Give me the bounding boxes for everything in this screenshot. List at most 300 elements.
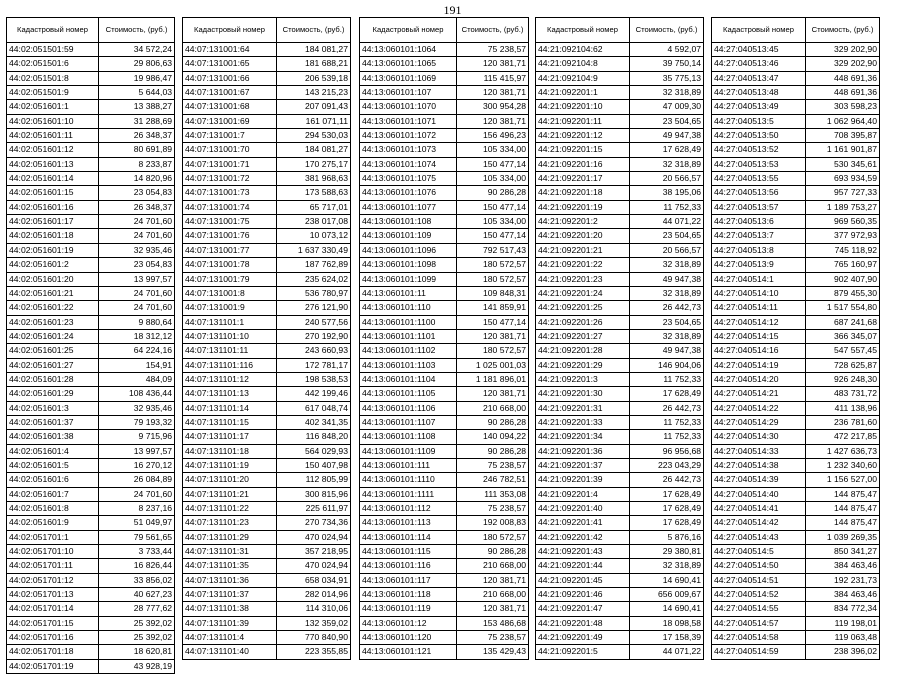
cost-cell: 119 063,48: [806, 631, 880, 645]
cost-cell: 143 215,23: [277, 86, 351, 100]
table-row: [360, 444, 529, 458]
table-row: [7, 645, 175, 659]
table-row: [7, 100, 175, 114]
table-row: [360, 372, 529, 386]
cost-cell: 1 161 901,87: [806, 143, 880, 157]
cost-cell: 13 997,57: [99, 272, 175, 286]
cost-cell: 530 345,61: [806, 157, 880, 171]
table-row: [712, 631, 880, 645]
table-row: [360, 243, 529, 257]
cadastral-number-cell: 44:02:051601:11: [7, 129, 99, 143]
cost-cell: 8 233,87: [99, 157, 175, 171]
table-row: [712, 286, 880, 300]
cost-cell: 207 091,43: [277, 100, 351, 114]
table-row: [7, 616, 175, 630]
cadastral-number-cell: 44:21:092201:44: [536, 559, 630, 573]
table-row: [360, 415, 529, 429]
cost-cell: 31 288,69: [99, 114, 175, 128]
cost-cell: 656 009,67: [630, 588, 704, 602]
cadastral-number-cell: 44:07:131101:29: [183, 530, 277, 544]
table-row: [360, 286, 529, 300]
cost-cell: 926 248,30: [806, 372, 880, 386]
cost-cell: 1 189 753,27: [806, 200, 880, 214]
cost-cell: 33 856,02: [99, 573, 175, 587]
cost-cell: 17 628,49: [630, 487, 704, 501]
cadastral-number-cell: 44:07:131101:12: [183, 372, 277, 386]
cost-cell: 206 539,18: [277, 71, 351, 85]
cost-cell: 384 463,46: [806, 588, 880, 602]
table-row: [360, 157, 529, 171]
cadastral-number-cell: 44:02:051701:13: [7, 588, 99, 602]
cost-cell: 39 750,14: [630, 57, 704, 71]
header-cost: Стоимость, (руб.): [277, 18, 351, 43]
table-row: [536, 243, 704, 257]
cadastral-number-cell: 44:02:051701:14: [7, 602, 99, 616]
cost-cell: 236 781,60: [806, 415, 880, 429]
cost-cell: 377 972,93: [806, 229, 880, 243]
header-cost: Стоимость, (руб.): [806, 18, 880, 43]
table-row: [183, 200, 351, 214]
cost-cell: 16 270,12: [99, 458, 175, 472]
table-row: [183, 57, 351, 71]
table-row: [712, 114, 880, 128]
cadastral-number-cell: 44:13:060101:1102: [360, 344, 457, 358]
table-row: [712, 186, 880, 200]
cadastral-number-cell: 44:21:092104:8: [536, 57, 630, 71]
cost-cell: 210 668,00: [457, 559, 529, 573]
cost-cell: 105 334,00: [457, 143, 529, 157]
table-row: [712, 645, 880, 659]
table-row: [712, 200, 880, 214]
table-row: [7, 588, 175, 602]
cadastral-number-cell: 44:27:040514:52: [712, 588, 806, 602]
table-row: [183, 329, 351, 343]
cost-cell: 11 752,33: [630, 372, 704, 386]
table-row: [536, 301, 704, 315]
table-row: [7, 545, 175, 559]
table-row: [183, 588, 351, 602]
cost-cell: 173 588,63: [277, 186, 351, 200]
cost-cell: 23 504,65: [630, 315, 704, 329]
table-row: [536, 172, 704, 186]
cost-cell: 26 442,73: [630, 301, 704, 315]
cost-cell: 1 181 896,01: [457, 372, 529, 386]
cadastral-number-cell: 44:27:040513:55: [712, 172, 806, 186]
cost-cell: 32 318,89: [630, 286, 704, 300]
cost-cell: 120 381,71: [457, 114, 529, 128]
cost-cell: 79 561,65: [99, 530, 175, 544]
table-row: [183, 344, 351, 358]
cadastral-number-cell: 44:27:040514:41: [712, 502, 806, 516]
cadastral-number-cell: 44:21:092201:2: [536, 215, 630, 229]
cost-cell: 1 156 527,00: [806, 473, 880, 487]
table-row: [183, 616, 351, 630]
cost-cell: 235 624,02: [277, 272, 351, 286]
cost-cell: 19 986,47: [99, 71, 175, 85]
cadastral-number-cell: 44:07:131001:79: [183, 272, 277, 286]
table-row: [536, 344, 704, 358]
cadastral-number-cell: 44:02:051601:3: [7, 401, 99, 415]
cadastral-number-cell: 44:02:051601:7: [7, 487, 99, 501]
table-row: [7, 444, 175, 458]
table-row: [183, 573, 351, 587]
cadastral-number-cell: 44:13:060101:107: [360, 86, 457, 100]
cadastral-number-cell: 44:07:131001:67: [183, 86, 277, 100]
table-row: [360, 129, 529, 143]
cadastral-number-cell: 44:21:092201:22: [536, 258, 630, 272]
cadastral-number-cell: 44:07:131101:21: [183, 487, 277, 501]
cadastral-number-cell: 44:21:092201:40: [536, 502, 630, 516]
table-row: [712, 172, 880, 186]
cost-cell: 120 381,71: [457, 329, 529, 343]
table-row: [7, 301, 175, 315]
table-row: [360, 401, 529, 415]
cadastral-number-cell: 44:21:092201:5: [536, 645, 630, 659]
cadastral-number-cell: 44:27:040513:47: [712, 71, 806, 85]
cost-cell: 23 504,65: [630, 229, 704, 243]
cadastral-number-cell: 44:27:040513:56: [712, 186, 806, 200]
table-row: [7, 114, 175, 128]
table-row: [7, 272, 175, 286]
cadastral-number-cell: 44:02:051601:10: [7, 114, 99, 128]
cadastral-number-cell: 44:13:060101:1105: [360, 387, 457, 401]
cadastral-table: [6, 17, 175, 674]
cadastral-number-cell: 44:21:092201:39: [536, 473, 630, 487]
table-row: [183, 286, 351, 300]
cadastral-number-cell: 44:21:092201:33: [536, 415, 630, 429]
table-row: [360, 272, 529, 286]
cadastral-number-cell: 44:02:051601:21: [7, 286, 99, 300]
cost-cell: 381 968,63: [277, 172, 351, 186]
cadastral-number-cell: 44:13:060101:1065: [360, 57, 457, 71]
cost-cell: 18 098,58: [630, 616, 704, 630]
cadastral-number-cell: 44:21:092201:36: [536, 444, 630, 458]
cadastral-number-cell: 44:21:092201:46: [536, 588, 630, 602]
cost-cell: 181 688,21: [277, 57, 351, 71]
cost-cell: 240 577,56: [277, 315, 351, 329]
cadastral-number-cell: 44:27:040513:49: [712, 100, 806, 114]
cadastral-number-cell: 44:13:060101:120: [360, 631, 457, 645]
table-row: [360, 200, 529, 214]
cadastral-number-cell: 44:13:060101:115: [360, 545, 457, 559]
cost-cell: 270 734,36: [277, 516, 351, 530]
cadastral-number-cell: 44:13:060101:1069: [360, 71, 457, 85]
cadastral-number-cell: 44:27:040513:53: [712, 157, 806, 171]
table-row: [183, 502, 351, 516]
table-row: [712, 559, 880, 573]
table-row: [536, 401, 704, 415]
table-row: [536, 286, 704, 300]
cadastral-number-cell: 44:21:092201:30: [536, 387, 630, 401]
cadastral-number-cell: 44:02:051601:23: [7, 315, 99, 329]
cadastral-number-cell: 44:07:131001:66: [183, 71, 277, 85]
cadastral-number-cell: 44:21:092104:9: [536, 71, 630, 85]
cost-cell: 132 359,02: [277, 616, 351, 630]
cost-cell: 105 334,00: [457, 172, 529, 186]
table-row: [7, 573, 175, 587]
table-row: [712, 430, 880, 444]
table-row: [360, 329, 529, 343]
header-cadastral-number: Кадастровый номер: [7, 18, 99, 43]
table-row: [536, 516, 704, 530]
cadastral-number-cell: 44:02:051501:9: [7, 86, 99, 100]
cadastral-number-cell: 44:27:040513:50: [712, 129, 806, 143]
cost-cell: 708 395,87: [806, 129, 880, 143]
table-row: [536, 86, 704, 100]
cost-cell: 238 017,08: [277, 215, 351, 229]
table-row: [7, 372, 175, 386]
cadastral-number-cell: 44:02:051601:16: [7, 200, 99, 214]
cadastral-number-cell: 44:27:040514:51: [712, 573, 806, 587]
cadastral-number-cell: 44:13:060101:1100: [360, 315, 457, 329]
table-row: [712, 473, 880, 487]
table-row: [712, 487, 880, 501]
table-row: [183, 186, 351, 200]
cadastral-number-cell: 44:13:060101:117: [360, 573, 457, 587]
cost-cell: 17 628,49: [630, 387, 704, 401]
cost-cell: 29 380,81: [630, 545, 704, 559]
cost-cell: 329 202,90: [806, 43, 880, 57]
cadastral-number-cell: 44:27:040513:45: [712, 43, 806, 57]
cost-cell: 75 238,57: [457, 458, 529, 472]
table-row: [536, 200, 704, 214]
header-cost: Стоимость, (руб.): [630, 18, 704, 43]
cost-cell: 79 193,32: [99, 415, 175, 429]
table-row: [7, 229, 175, 243]
cadastral-number-cell: 44:07:131101:19: [183, 458, 277, 472]
cadastral-number-cell: 44:27:040514:42: [712, 516, 806, 530]
table-row: [183, 645, 351, 659]
cost-cell: 1 039 269,35: [806, 530, 880, 544]
cost-cell: 879 455,30: [806, 286, 880, 300]
cost-cell: 834 772,34: [806, 602, 880, 616]
cost-cell: 693 934,59: [806, 172, 880, 186]
cadastral-number-cell: 44:21:092201:31: [536, 401, 630, 415]
cost-cell: 25 392,02: [99, 631, 175, 645]
cadastral-number-cell: 44:13:060101:1110: [360, 473, 457, 487]
cadastral-number-cell: 44:27:040514:55: [712, 602, 806, 616]
table-row: [536, 358, 704, 372]
table-row: [183, 71, 351, 85]
cadastral-number-cell: 44:02:051601:14: [7, 172, 99, 186]
table-row: [360, 387, 529, 401]
cadastral-number-cell: 44:02:051501:59: [7, 43, 99, 57]
table-row: [360, 616, 529, 630]
table-row: [7, 344, 175, 358]
cadastral-number-cell: 44:13:060101:1070: [360, 100, 457, 114]
cost-cell: 112 805,99: [277, 473, 351, 487]
cost-cell: 120 381,71: [457, 57, 529, 71]
cost-cell: 109 848,31: [457, 286, 529, 300]
table-row: [7, 487, 175, 501]
table-row: [536, 502, 704, 516]
table-row: [712, 545, 880, 559]
table-row: [712, 502, 880, 516]
cost-cell: 11 752,33: [630, 200, 704, 214]
cadastral-number-cell: 44:13:060101:1109: [360, 444, 457, 458]
table-row: [183, 258, 351, 272]
cost-cell: 75 238,57: [457, 43, 529, 57]
header-cadastral-number: Кадастровый номер: [712, 18, 806, 43]
table-row: [7, 157, 175, 171]
cost-cell: 3 733,44: [99, 545, 175, 559]
cadastral-number-cell: 44:13:060101:109: [360, 229, 457, 243]
table-row: [536, 315, 704, 329]
table-row: [360, 602, 529, 616]
table-row: [712, 100, 880, 114]
cadastral-number-cell: 44:07:131001:9: [183, 301, 277, 315]
cadastral-number-cell: 44:02:051701:18: [7, 645, 99, 659]
table-row: [360, 573, 529, 587]
table-row: [360, 530, 529, 544]
table-row: [183, 272, 351, 286]
cadastral-number-cell: 44:13:060101:119: [360, 602, 457, 616]
cadastral-number-cell: 44:02:051501:8: [7, 71, 99, 85]
cost-cell: 187 762,89: [277, 258, 351, 272]
cadastral-number-cell: 44:21:092201:49: [536, 631, 630, 645]
cadastral-number-cell: 44:02:051601:13: [7, 157, 99, 171]
cadastral-number-cell: 44:13:060101:1076: [360, 186, 457, 200]
cost-cell: 17 628,49: [630, 502, 704, 516]
cost-cell: 180 572,57: [457, 272, 529, 286]
table-row: [712, 157, 880, 171]
cadastral-table: [535, 17, 704, 660]
table-row: [7, 530, 175, 544]
cost-cell: 80 691,89: [99, 143, 175, 157]
cadastral-number-cell: 44:07:131101:116: [183, 358, 277, 372]
table-row: [7, 387, 175, 401]
table-row: [7, 631, 175, 645]
cost-cell: 20 566,57: [630, 172, 704, 186]
cadastral-number-cell: 44:07:131001:7: [183, 129, 277, 143]
table-row: [183, 215, 351, 229]
cadastral-number-cell: 44:13:060101:108: [360, 215, 457, 229]
table-row: [360, 143, 529, 157]
cadastral-number-cell: 44:07:131001:72: [183, 172, 277, 186]
cadastral-number-cell: 44:27:040513:8: [712, 243, 806, 257]
cost-cell: 180 572,57: [457, 258, 529, 272]
cadastral-number-cell: 44:07:131001:8: [183, 286, 277, 300]
table-row: [536, 631, 704, 645]
cadastral-table: [359, 17, 529, 660]
cadastral-number-cell: 44:27:040514:21: [712, 387, 806, 401]
cost-cell: 65 717,01: [277, 200, 351, 214]
cost-cell: 18 620,81: [99, 645, 175, 659]
cost-cell: 144 875,47: [806, 516, 880, 530]
header-cost: Стоимость, (руб.): [99, 18, 175, 43]
cost-cell: 120 381,71: [457, 602, 529, 616]
table-row: [712, 516, 880, 530]
cost-cell: 16 826,44: [99, 559, 175, 573]
cost-cell: 29 806,63: [99, 57, 175, 71]
cost-cell: 90 286,28: [457, 444, 529, 458]
cost-cell: 18 312,12: [99, 329, 175, 343]
cadastral-number-cell: 44:07:131001:69: [183, 114, 277, 128]
cost-cell: 135 429,43: [457, 645, 529, 659]
cadastral-number-cell: 44:27:040514:15: [712, 329, 806, 343]
table-row: [183, 602, 351, 616]
cadastral-number-cell: 44:02:051601:9: [7, 516, 99, 530]
table-row: [712, 344, 880, 358]
cadastral-number-cell: 44:02:051601:27: [7, 358, 99, 372]
cadastral-number-cell: 44:21:092201:4: [536, 487, 630, 501]
table-row: [183, 372, 351, 386]
cost-cell: 24 701,60: [99, 229, 175, 243]
cost-cell: 329 202,90: [806, 57, 880, 71]
cadastral-number-cell: 44:27:040514:22: [712, 401, 806, 415]
table-row: [7, 243, 175, 257]
cadastral-number-cell: 44:07:131101:39: [183, 616, 277, 630]
cadastral-number-cell: 44:21:092201:12: [536, 129, 630, 143]
table-row: [183, 301, 351, 315]
cadastral-number-cell: 44:07:131001:68: [183, 100, 277, 114]
table-row: [712, 43, 880, 57]
cost-cell: 300 954,28: [457, 100, 529, 114]
cost-cell: 14 690,41: [630, 573, 704, 587]
table-row: [536, 487, 704, 501]
cost-cell: 13 388,27: [99, 100, 175, 114]
cost-cell: 536 780,97: [277, 286, 351, 300]
table-row: [183, 315, 351, 329]
cost-cell: 957 727,33: [806, 186, 880, 200]
table-header: [712, 18, 880, 43]
cost-cell: 1 517 554,80: [806, 301, 880, 315]
cadastral-number-cell: 44:27:040513:5: [712, 114, 806, 128]
cadastral-number-cell: 44:21:092201:1: [536, 86, 630, 100]
cost-cell: 13 997,57: [99, 444, 175, 458]
cadastral-number-cell: 44:21:092201:16: [536, 157, 630, 171]
cadastral-number-cell: 44:13:060101:11: [360, 286, 457, 300]
cost-cell: 43 928,19: [99, 659, 175, 673]
table-row: [7, 71, 175, 85]
table-row: [7, 315, 175, 329]
cadastral-number-cell: 44:27:040513:6: [712, 215, 806, 229]
table-row: [712, 358, 880, 372]
cadastral-number-cell: 44:13:060101:110: [360, 301, 457, 315]
cadastral-number-cell: 44:07:131001:71: [183, 157, 277, 171]
table-row: [183, 487, 351, 501]
cadastral-number-cell: 44:02:051701:19: [7, 659, 99, 673]
cadastral-number-cell: 44:27:040514:58: [712, 631, 806, 645]
table-row: [712, 229, 880, 243]
cadastral-number-cell: 44:07:131101:40: [183, 645, 277, 659]
cost-cell: 210 668,00: [457, 588, 529, 602]
cadastral-number-cell: 44:02:051601:19: [7, 243, 99, 257]
cost-cell: 470 024,94: [277, 530, 351, 544]
cadastral-number-cell: 44:27:040514:29: [712, 415, 806, 429]
table-row: [360, 502, 529, 516]
cadastral-number-cell: 44:13:060101:1096: [360, 243, 457, 257]
cost-cell: 5 876,16: [630, 530, 704, 544]
cost-cell: 547 557,45: [806, 344, 880, 358]
cost-cell: 294 530,03: [277, 129, 351, 143]
cost-cell: 484,09: [99, 372, 175, 386]
cost-cell: 198 538,53: [277, 372, 351, 386]
cost-cell: 24 701,60: [99, 301, 175, 315]
cadastral-number-cell: 44:27:040513:52: [712, 143, 806, 157]
table-row: [360, 487, 529, 501]
table-row: [360, 71, 529, 85]
cost-cell: 51 049,97: [99, 516, 175, 530]
table-row: [536, 258, 704, 272]
cost-cell: 32 318,89: [630, 86, 704, 100]
table-row: [536, 387, 704, 401]
table-row: [536, 157, 704, 171]
table-row: [183, 631, 351, 645]
cadastral-number-cell: 44:21:092201:48: [536, 616, 630, 630]
table-row: [183, 516, 351, 530]
table-row: [183, 129, 351, 143]
